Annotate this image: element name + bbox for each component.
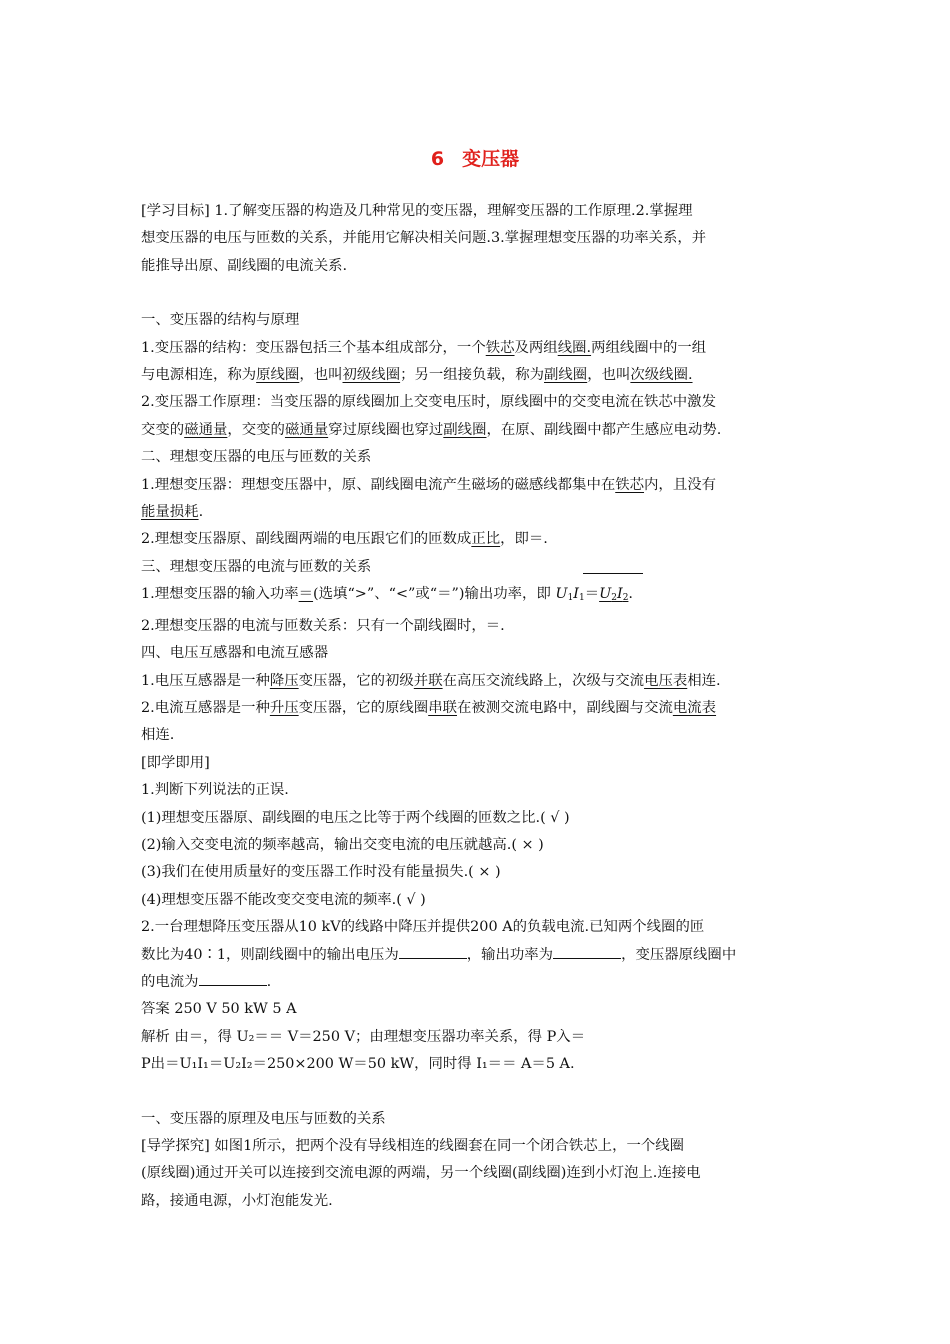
question-item: (1)理想变压器原、副线圈的电压之比等于两个线圈的匝数之比.( √ ) — [141, 809, 570, 826]
paragraph-line: 2.变压器工作原理：当变压器的原线圈加上交变电压时，原线圈中的交变电流在铁芯中激发 — [141, 394, 716, 411]
paragraph-line: 1.变压器的结构：变压器包括三个基本组成部分，一个铁芯及两组线圈.两组线圈中的一组 — [141, 339, 707, 356]
title-text: 变压器 — [462, 148, 520, 170]
objectives-line: [学习目标] 1.了解变压器的构造及几种常见的变压器，理解变压器的工作原理.2.掌握理 — [141, 203, 693, 219]
paragraph-line: 能量损耗. — [141, 504, 204, 521]
answer-blank — [399, 944, 467, 959]
section-heading: 一、变压器的原理及电压与匝数的关系 — [141, 1110, 386, 1127]
paragraph-line: 1.电压互感器是一种降压变压器，它的初级并联在高压交流线路上，次级与交流电压表相连. — [141, 672, 721, 689]
section-heading: 四、电压互感器和电流互感器 — [141, 645, 329, 662]
paragraph-line: 2.电流互感器是一种升压变压器，它的原线圈串联在被测交流电路中，副线圈与交流电流表 — [141, 699, 717, 716]
answer-line: 答案 250 V 50 kW 5 A — [141, 1001, 297, 1018]
section-heading: 一、变压器的结构与原理 — [141, 312, 300, 329]
objectives-line: 想变压器的电压与匝数的关系，并能用它解决相关问题.3.掌握理想变压器的功率关系，并 — [141, 230, 707, 247]
objectives-line: 能推导出原、副线圈的电流关系. — [141, 257, 348, 274]
paragraph-line: 1.理想变压器的输入功率＝(选填“>”、“<”或“＝”)输出功率，即 $U_1I_1=U_2I_2$. — [141, 586, 633, 604]
analysis-line: P出＝U₁I₁＝U₂I₂＝250×200 W＝50 kW，同时得 I₁＝＝ A＝5 A. — [141, 1056, 575, 1073]
paragraph-line: 2.理想变压器原、副线圈两端的电压跟它们的匝数成正比，即＝. — [141, 531, 548, 548]
question: 数比为40∶1，则副线圈中的输出电压为 ，输出功率为 ，变压器原线圈中 — [141, 942, 813, 969]
paragraph-line: 与电源相连，称为原线圈，也叫初级线圈；另一组接负载，称为副线圈，也叫次级线圈. — [141, 367, 693, 384]
question: 的电流为 . — [141, 969, 813, 996]
question: 2.一台理想降压变压器从10 kV的线路中降压并提供200 A的负载电流.已知两个线圈的匝 — [141, 919, 705, 936]
paragraph-line: 2.理想变压器的电流与匝数关系：只有一个副线圈时，＝. — [141, 617, 505, 634]
paragraph-line: 交变的磁通量，交变的磁通量穿过原线圈也穿过副线圈，在原、副线圈中都产生感应电动势. — [141, 421, 722, 438]
section-heading: 二、理想变压器的电压与匝数的关系 — [141, 449, 372, 466]
answer-blank — [199, 971, 267, 986]
paragraph-line: 路，接通电源，小灯泡能发光. — [141, 1192, 333, 1209]
section-heading: 三、理想变压器的电流与匝数的关系 — [141, 558, 372, 575]
paragraph-line: [导学探究] 如图1所示，把两个没有导线相连的线圈套在同一个闭合铁芯上，一个线圈 — [141, 1138, 685, 1154]
question-item: (4)理想变压器不能改变交变电流的频率.( √ ) — [141, 891, 426, 908]
paragraph-line: 1.理想变压器：理想变压器中，原、副线圈电流产生磁场的磁感线都集中在铁芯内，且没有 — [141, 476, 716, 493]
page-title — [0, 144, 950, 171]
analysis-line: 解析 由＝，得 U₂＝＝ V＝250 V；由理想变压器功率关系，得 P入＝ — [141, 1028, 586, 1045]
answer-blank — [553, 944, 621, 959]
paragraph-line: 相连. — [141, 727, 175, 744]
question-item: (2)输入交变电流的频率越高，输出交变电流的电压就越高.( × ) — [141, 836, 544, 853]
document-body — [141, 198, 813, 1215]
paragraph-line: (原线圈)通过开关可以连接到交流电源的两端，另一个线圈(副线圈)连到小灯泡上.连接电 — [141, 1165, 701, 1182]
question-item: (3)我们在使用质量好的变压器工作时没有能量损失.( × ) — [141, 864, 501, 881]
title-number: 6 — [430, 148, 445, 170]
practice-heading: [即学即用] — [141, 754, 210, 771]
question: 1.判断下列说法的正误. — [141, 782, 289, 799]
